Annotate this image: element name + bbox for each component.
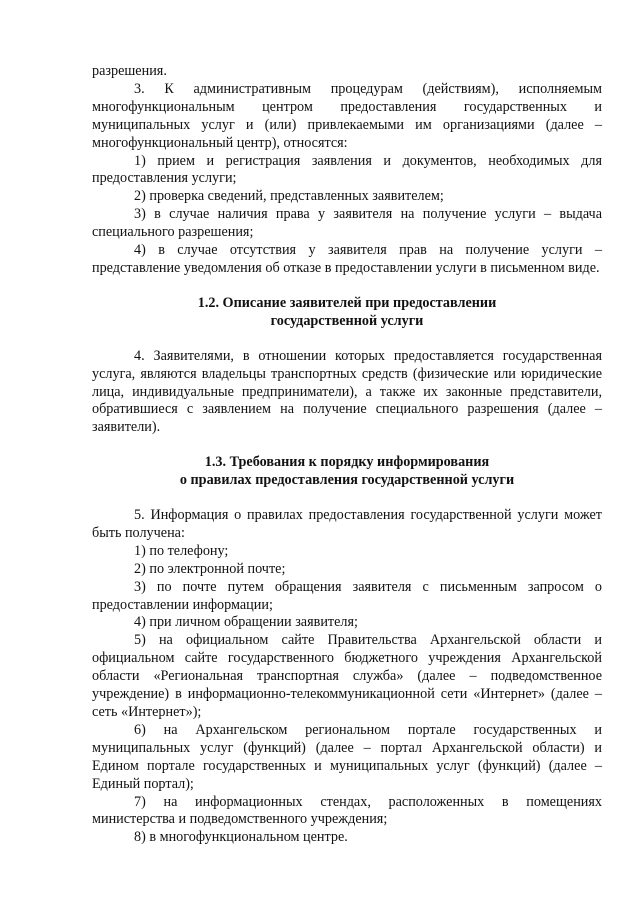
paragraph-continuation: разрешения. <box>92 63 167 79</box>
list-item: 6) на Архангельском региональном портале государственных и муниципальных услуг (функций) (далее – портал Архангельской области) и Едином портале государственных и муниципальных услуг (функций) (далее – Единый портал); <box>92 721 602 792</box>
list-item: 2) по электронной почте; <box>134 560 286 577</box>
list-item: 8) в многофункциональном центре. <box>134 829 348 846</box>
list-item: 1) прием и регистрация заявления и документов, необходимых для предоставления услуги; <box>92 152 602 187</box>
list-item: 7) на информационных стендах, расположенных в помещениях министерства и подведомственного учреждения; <box>92 793 602 828</box>
list-item: 4) в случае отсутствия у заявителя прав на получение услуги – представление уведомления об отказе в предоставлении услуги в письменном виде. <box>92 242 602 276</box>
paragraph-item-3: 3. К административным процедурам (действиям), исполняемым многофункциональным центром предоставления государственных и муниципальных услуг и (или) привлекаемыми им организациями (далее – многофункциональный центр), относятся: <box>92 80 602 151</box>
section-1-3-header <box>92 454 602 490</box>
section-heading-line: о правилах предоставления государственной услуги <box>179 472 515 489</box>
list-item: 3) по почте путем обращения заявителя с письменным запросом о предоставлении информации; <box>92 578 602 613</box>
list-item: 1) по телефону; <box>134 542 229 559</box>
paragraph-item-4: 4. Заявителями, в отношении которых предоставляется государственная услуга, являются владельцы транспортных средств (физические или юридические лица, индивидуальные предприниматели), а также их законные представители, обратившиеся с заявлением на получение специального разрешения (далее – заявители). <box>92 347 602 436</box>
list-item: 3) в случае наличия права у заявителя на получение услуги – выдача специального разрешения; <box>92 206 602 241</box>
list-item: 2) проверка сведений, представленных заявителем; <box>134 188 444 205</box>
list-item: 5) на официальном сайте Правительства Архангельской области и официальном сайте государственного бюджетного учреждения Архангельской области «Региональная транспортная служба» (далее – подведомственное учреждение) в информационно-телекоммуникационной сети «Интернет» (далее – сеть «Интернет»); <box>92 632 602 720</box>
section-1-2-header <box>92 295 602 331</box>
section-heading-line: государственной услуги <box>270 312 424 329</box>
document-page <box>92 63 602 847</box>
list-item: 4) при личном обращении заявителя; <box>134 614 358 631</box>
section-heading-line: 1.3. Требования к порядку информирования <box>204 454 490 471</box>
section-heading-line: 1.2. Описание заявителей при предоставлении <box>197 294 497 311</box>
paragraph-item-5: 5. Информация о правилах предоставления государственной услуги может быть получена: <box>92 507 602 541</box>
